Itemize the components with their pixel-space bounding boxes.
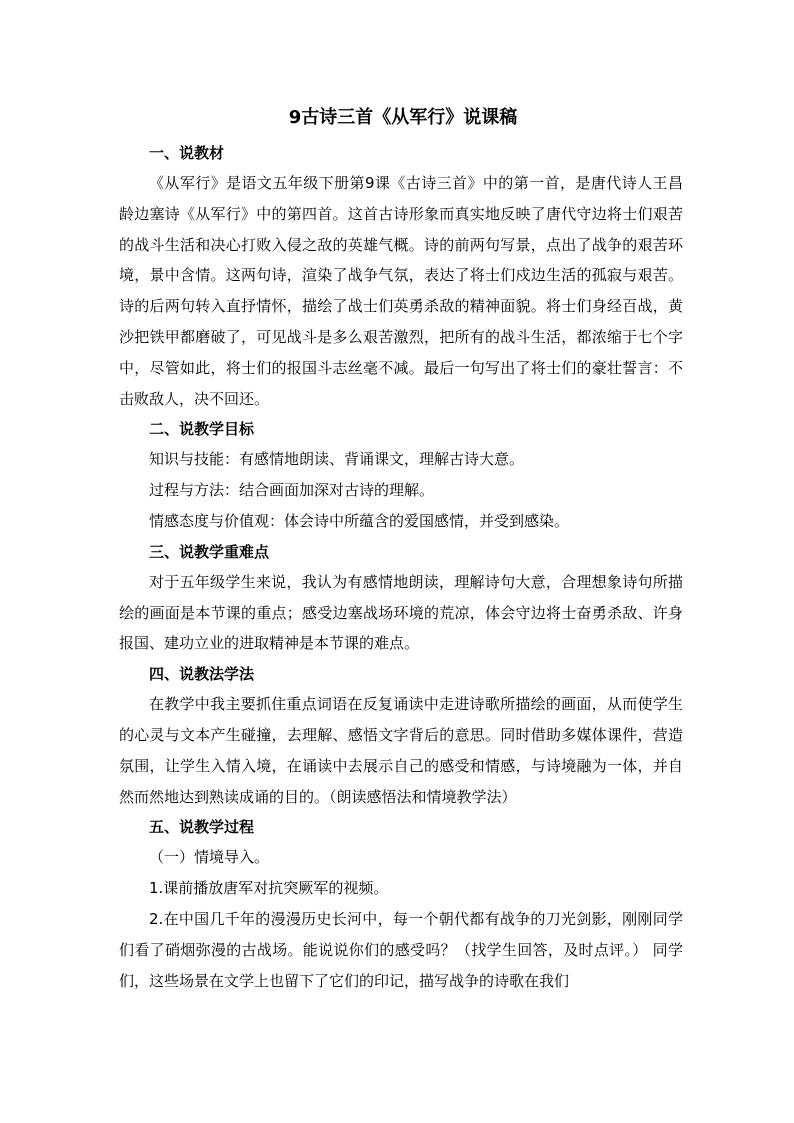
goal-emotion: 情感态度与价值观：体会诗中所蕴含的爱国感情，并受到感染。 <box>149 511 570 530</box>
section-heading: 四、说教法学法 <box>149 665 255 684</box>
section-heading: 二、说教学目标 <box>149 420 255 439</box>
goal-process: 过程与方法：结合画面加深对古诗的理解。 <box>149 481 435 500</box>
section-teaching-methods <box>119 659 683 812</box>
subsection-heading: （一）情境导入。 <box>149 848 270 867</box>
section-paragraph: 在教学中我主要抓住重点词语在反复诵读中走进诗歌所描绘的画面，从而使学生的心灵与文本产生碰撞，去理解、感悟文字背后的意思。同时借助多媒体课件，营造氛围，让学生入情入境，在诵读中去展示自己的感受和情感，与诗境融为一体，并自然而然地达到熟读成诵的目的。（朗读感悟法和情境教学法） <box>119 695 683 806</box>
process-item: 2.在中国几千年的漫漫历史长河中，每一个朝代都有战争的刀光剑影，刚刚同学们看了硝烟弥漫的古战场。能说说你们的感受吗？（找学生回答，及时点评。） 同学们，这些场景在文学上也留下了它们的印记，描写战争的诗歌在我们 <box>119 909 683 990</box>
section-teaching-process <box>119 812 683 996</box>
document-title: 9古诗三首《从军行》说课稿 <box>288 107 518 128</box>
section-teaching-material <box>119 138 683 414</box>
section-key-difficult-points <box>119 537 683 659</box>
process-item: 1.课前播放唐军对抗突厥军的视频。 <box>149 879 389 898</box>
section-paragraph: 《从军行》是语文五年级下册第9课《古诗三首》中的第一首，是唐代诗人王昌龄边塞诗《从军行》中的第四首。这首古诗形象而真实地反映了唐代守边将士们艰苦的战斗生活和决心打败入侵之敌的英雄气概。诗的前两句写景，点出了战争的艰苦环境，景中含情。这两句诗，渲染了战争气氛，表达了将士们戍边生活的孤寂与艰苦。诗的后两句转入直抒情怀，描绘了战士们英勇杀敌的精神面貌。将士们身经百战，黄沙把铁甲都磨破了，可见战斗是多么艰苦激烈，把所有的战斗生活，都浓缩于七个字中，尽管如此，将士们的报国斗志丝毫不减。最后一句写出了将士们的豪壮誓言：不击败敌人，决不回还。 <box>119 174 683 408</box>
document-page <box>119 98 683 996</box>
section-teaching-goals <box>119 414 683 536</box>
section-heading: 三、说教学重难点 <box>149 542 270 561</box>
section-heading: 五、说教学过程 <box>149 818 255 837</box>
goal-knowledge: 知识与技能：有感情地朗读、背诵课文，理解古诗大意。 <box>149 450 525 469</box>
section-paragraph: 对于五年级学生来说，我认为有感情地朗读，理解诗句大意，合理想象诗句所描绘的画面是本节课的重点；感受边塞战场环境的荒凉，体会守边将士奋勇杀敌、许身报国、建功立业的进取精神是本节课的难点。 <box>119 572 683 653</box>
section-heading: 一、说教材 <box>149 144 225 162</box>
